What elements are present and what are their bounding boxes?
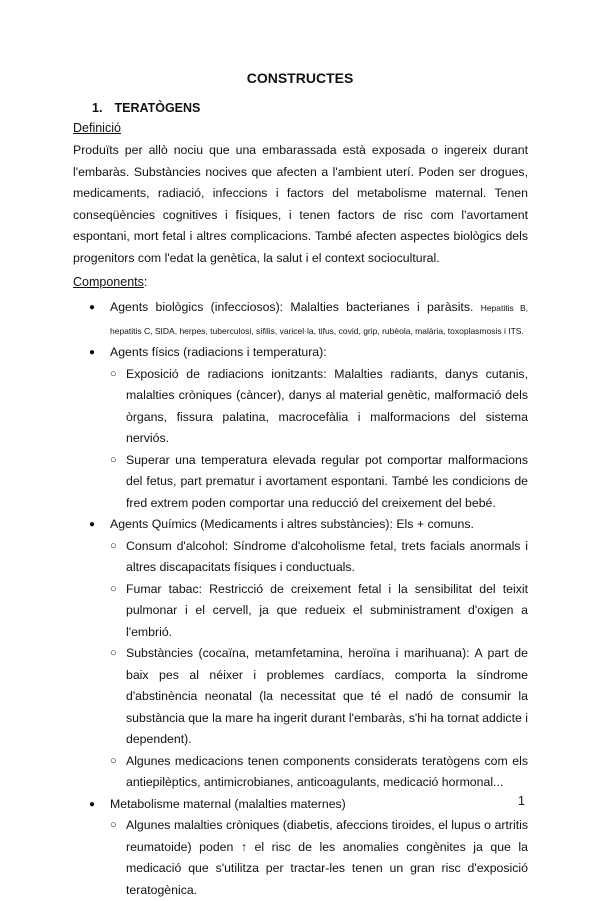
list-item-text: Agents biològics (infecciosos): Malalties bacterianes i paràsits. (110, 300, 473, 314)
section-title: TERATÒGENS (114, 101, 200, 115)
list-item-text: Agents físics (radiacions i temperatura): (110, 345, 327, 359)
bullet-icon: ● (89, 514, 95, 536)
hollow-bullet-icon: ○ (110, 364, 117, 386)
bullet-icon: ● (89, 794, 95, 816)
sub-list-item (110, 450, 528, 515)
sub-list-item (110, 815, 528, 901)
hollow-bullet-icon: ○ (110, 751, 117, 773)
hollow-bullet-icon: ○ (110, 815, 117, 837)
sub-list-item (110, 579, 528, 644)
sub-list-item (110, 364, 528, 450)
sub-list-item-text: Superar una temperatura elevada regular pot comportar malformacions del fetus, part prematur i avortament espontani. També les condicions de fred extrem poden comportar una reducció del creixement del bebé. (126, 453, 528, 510)
list-item (73, 342, 528, 514)
page-title: CONSTRUCTES (0, 70, 600, 86)
bullet-icon: ● (89, 342, 95, 364)
hollow-bullet-icon: ○ (110, 579, 117, 601)
page-number: 1 (518, 794, 525, 808)
section-heading (92, 101, 200, 115)
sub-list-item-text: Substàncies (cocaïna, metamfetamina, heroïna i marihuana): A part de baix pes al néixer i problemes cardíacs, comporta la síndrome d'abstinència neonatal (la necessitat que té el nadó de consumir la substància que la mare ha ingerit durant l'embaràs, s'hi ha tornat addicte i dependent). (126, 646, 528, 746)
sub-list-item-text: Fumar tabac: Restricció de creixement fetal i la sensibilitat del teixit pulmonar i el cervell, ja que redueix el subministrament d'oxigen a l'embrió. (126, 582, 528, 639)
hollow-bullet-icon: ○ (110, 643, 117, 665)
sub-list-item-text: Exposició de radiacions ionitzants: Malalties radiants, danys cutanis, malalties cròniques (càncer), danys al material genètic, malformació dels òrgans, fissura palatina, macrocefàlia i malformacions del sistema nerviós. (126, 367, 528, 446)
list-item (73, 514, 528, 794)
sub-list-item-text: Consum d'alcohol: Síndrome d'alcoholisme fetal, trets facials anormals i altres discapacitats físiques i conductuals. (126, 539, 528, 575)
bullet-icon: ● (89, 297, 95, 319)
sub-list-item-text: Algunes medicacions tenen components considerats teratògens com els antiepilèptics, antimicrobianes, anticoagulants, medicació hormonal... (126, 754, 528, 790)
components-list (73, 297, 528, 901)
list-item-text: Metabolisme maternal (malalties maternes) (110, 797, 346, 811)
list-item (73, 794, 528, 901)
section-number: 1. (92, 101, 111, 115)
list-item-text: Agents Químics (Medicaments i altres substàncies): Els + comuns. (110, 517, 474, 531)
sub-list-item-text: Algunes malalties cròniques (diabetis, afeccions tiroides, el lupus o artritis reumatoide) poden ↑ el risc de les anomalies congènites ja que la medicació que s'utilitza per tractar-les tenen un gran risc d'exposició teratogènica. (126, 818, 528, 897)
sub-list-item (110, 536, 528, 579)
components-colon: : (144, 275, 147, 289)
hollow-bullet-icon: ○ (110, 536, 117, 558)
definition-label: Definició (73, 121, 121, 135)
sub-list-item (110, 643, 528, 751)
list-item (73, 297, 528, 342)
definition-text: Produïts per allò nociu que una embarassada està exposada o ingereix durant l'embaràs. Substàncies nocives que afecten a l'ambient uterí. Poden ser drogues, medicaments, radiació, infeccions i factors del metabolisme maternal. Tenen conseqüències cognitives i físiques, i tenen factors de risc com l'avortament espontani, mort fetal i altres complicacions. També afecten aspectes biològics dels progenitors com l'edat la genètica, la salut i el context sociocultural. (73, 140, 528, 269)
hollow-bullet-icon: ○ (110, 450, 117, 472)
sub-list-item (110, 751, 528, 794)
components-label (73, 275, 147, 289)
components-label-text: Components (73, 275, 144, 289)
list-item-note: Hepatitis B, hepatitis C, SIDA, herpes, tuberculosi, sífilis, varicel·la, tifus, covid, grip, rubèola, malària, toxoplasmosis i ITS. (110, 303, 528, 336)
